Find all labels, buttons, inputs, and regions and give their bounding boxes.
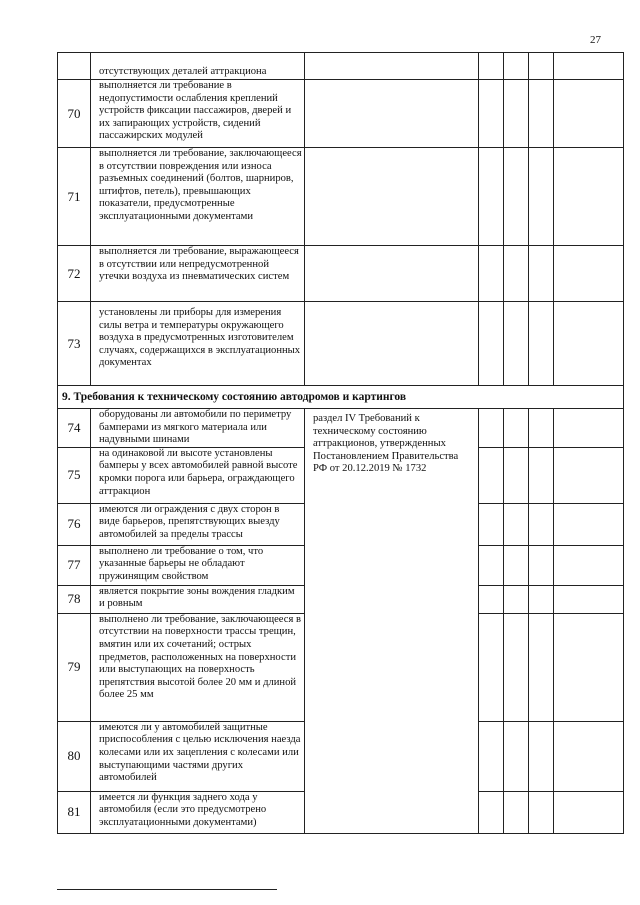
answer-cell bbox=[479, 613, 504, 721]
note-cell bbox=[554, 447, 624, 503]
answer-cell bbox=[504, 613, 529, 721]
table-row bbox=[58, 409, 624, 448]
footnote-separator bbox=[57, 889, 277, 890]
requirement-text: имеются ли ограждения с двух сторон в виде барьеров, препятствующих выезду автомобилей за пределы трассы bbox=[91, 503, 305, 545]
requirement-text: выполнено ли требование, заключающееся в отсутствии на поверхности трассы трещин, вмятин или их сочетаний; острых предметов, расположенных на поверхности или выступающих на поверхность препятствия высотой более 20 мм и длиной более 25 мм bbox=[91, 613, 305, 721]
reference-cell bbox=[305, 53, 479, 80]
answer-cell bbox=[504, 791, 529, 833]
answer-cell bbox=[529, 302, 554, 386]
page-number: 27 bbox=[590, 34, 601, 46]
answer-cell bbox=[529, 613, 554, 721]
reference-cell bbox=[305, 246, 479, 302]
answer-cell bbox=[504, 302, 529, 386]
answer-cell bbox=[479, 545, 504, 585]
requirement-text: выполняется ли требование, выражающееся в отсутствии или непредусмотренной утечки воздуха из пневматических систем bbox=[91, 246, 305, 302]
section-title: 9. Требования к техническому состоянию автодромов и картингов bbox=[58, 386, 624, 409]
note-cell bbox=[554, 80, 624, 148]
row-number: 77 bbox=[58, 545, 91, 585]
answer-cell bbox=[479, 53, 504, 80]
answer-cell bbox=[504, 80, 529, 148]
requirement-text: выполняется ли требование, заключающееся в отсутствии повреждения или износа разъемных соединений (болтов, шарниров, штифтов, петель), превышающих показатели, предусмотренные эксплуатационными документами bbox=[91, 148, 305, 246]
section-header-row bbox=[58, 386, 624, 409]
answer-cell bbox=[504, 545, 529, 585]
table-row bbox=[58, 302, 624, 386]
answer-cell bbox=[504, 409, 529, 448]
answer-cell bbox=[529, 53, 554, 80]
answer-cell bbox=[529, 148, 554, 246]
answer-cell bbox=[479, 503, 504, 545]
answer-cell bbox=[504, 447, 529, 503]
answer-cell bbox=[529, 585, 554, 613]
note-cell bbox=[554, 246, 624, 302]
row-number bbox=[58, 53, 91, 80]
requirement-text: является покрытие зоны вождения гладким и ровным bbox=[91, 585, 305, 613]
answer-cell bbox=[479, 302, 504, 386]
legal-reference: раздел IV Требований к техническому состоянию аттракционов, утвержденных Постановлением Правительства РФ от 20.12.2019 № 1732 bbox=[305, 409, 479, 834]
row-number: 80 bbox=[58, 721, 91, 791]
answer-cell bbox=[529, 447, 554, 503]
note-cell bbox=[554, 613, 624, 721]
answer-cell bbox=[504, 53, 529, 80]
answer-cell bbox=[479, 80, 504, 148]
answer-cell bbox=[479, 148, 504, 246]
table-row bbox=[58, 80, 624, 148]
row-number: 73 bbox=[58, 302, 91, 386]
row-number: 76 bbox=[58, 503, 91, 545]
answer-cell bbox=[529, 80, 554, 148]
answer-cell bbox=[529, 545, 554, 585]
requirement-text: выполнено ли требование о том, что указанные барьеры не обладают пружинящим свойством bbox=[91, 545, 305, 585]
table-row bbox=[58, 53, 624, 80]
row-number: 75 bbox=[58, 447, 91, 503]
answer-cell bbox=[529, 791, 554, 833]
answer-cell bbox=[529, 721, 554, 791]
note-cell bbox=[554, 545, 624, 585]
answer-cell bbox=[504, 503, 529, 545]
reference-cell bbox=[305, 80, 479, 148]
row-number: 79 bbox=[58, 613, 91, 721]
row-number: 78 bbox=[58, 585, 91, 613]
requirement-text: установлены ли приборы для измерения силы ветра и температуры окружающего воздуха в предусмотренных изготовителем случаях, содержащихся в эксплуатационных документах bbox=[91, 302, 305, 386]
note-cell bbox=[554, 148, 624, 246]
answer-cell bbox=[504, 148, 529, 246]
answer-cell bbox=[529, 503, 554, 545]
reference-cell bbox=[305, 302, 479, 386]
checklist-table bbox=[57, 52, 624, 834]
requirement-text: на одинаковой ли высоте установлены бамперы у всех автомобилей равной высоте кромки порога или барьера, ограждающего аттракцион bbox=[91, 447, 305, 503]
note-cell bbox=[554, 409, 624, 448]
row-number: 70 bbox=[58, 80, 91, 148]
answer-cell bbox=[479, 791, 504, 833]
answer-cell bbox=[479, 721, 504, 791]
row-number: 74 bbox=[58, 409, 91, 448]
answer-cell bbox=[529, 246, 554, 302]
answer-cell bbox=[479, 447, 504, 503]
note-cell bbox=[554, 721, 624, 791]
note-cell bbox=[554, 302, 624, 386]
requirement-text: имеются ли у автомобилей защитные приспособления с целью исключения наезда колесами или их зацепления с колесами или выступающими частями других автомобилей bbox=[91, 721, 305, 791]
requirement-text: имеется ли функция заднего хода у автомобиля (если это предусмотрено эксплуатационными документами) bbox=[91, 791, 305, 833]
table-row bbox=[58, 246, 624, 302]
note-cell bbox=[554, 53, 624, 80]
note-cell bbox=[554, 503, 624, 545]
answer-cell bbox=[504, 721, 529, 791]
requirement-text: отсутствующих деталей аттракциона bbox=[91, 53, 305, 80]
table-row bbox=[58, 148, 624, 246]
row-number: 71 bbox=[58, 148, 91, 246]
row-number: 81 bbox=[58, 791, 91, 833]
row-number: 72 bbox=[58, 246, 91, 302]
note-cell bbox=[554, 585, 624, 613]
answer-cell bbox=[479, 585, 504, 613]
answer-cell bbox=[504, 585, 529, 613]
answer-cell bbox=[479, 409, 504, 448]
answer-cell bbox=[529, 409, 554, 448]
requirement-text: выполняется ли требование в недопустимости ослабления креплений устройств фиксации пассажиров, дверей и их запирающих устройств, сидений пассажирских модулей bbox=[91, 80, 305, 148]
requirement-text: оборудованы ли автомобили по периметру бамперами из мягкого материала или надувными шинами bbox=[91, 409, 305, 448]
answer-cell bbox=[479, 246, 504, 302]
answer-cell bbox=[504, 246, 529, 302]
reference-cell bbox=[305, 148, 479, 246]
note-cell bbox=[554, 791, 624, 833]
